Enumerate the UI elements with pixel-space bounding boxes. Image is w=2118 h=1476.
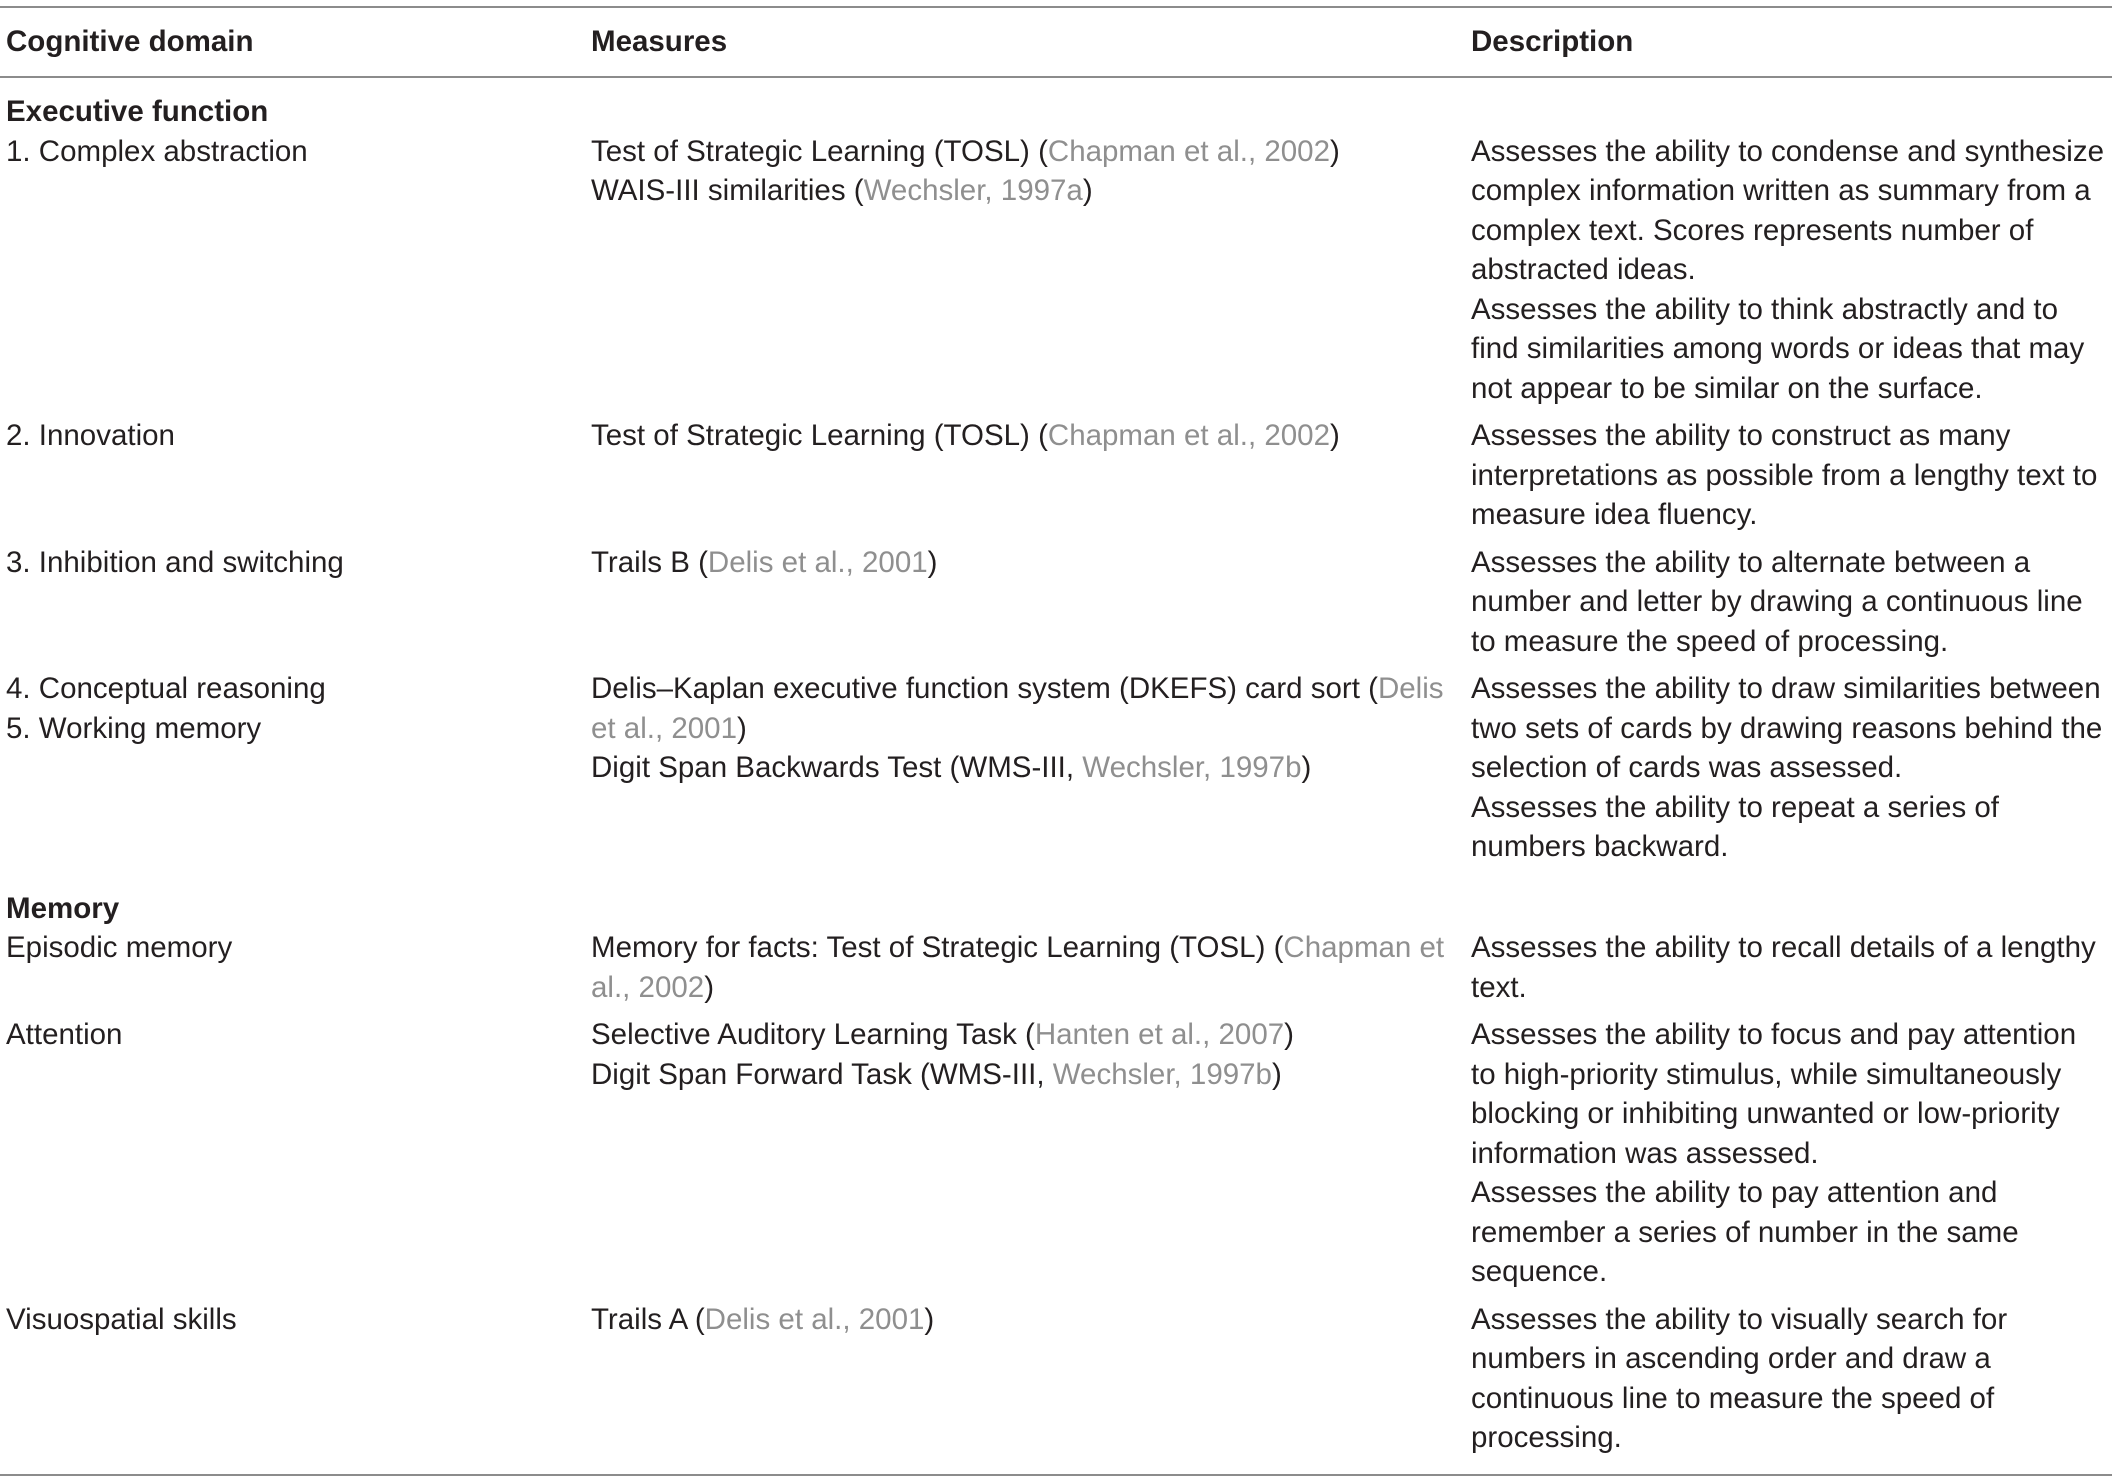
measure-name: Test of Strategic Learning (TOSL) (	[591, 419, 1048, 452]
description-text: Assesses the ability to alternate between a number and letter by drawing a continuous line to measure the speed of processing.	[1471, 545, 2083, 658]
measure-closing: )	[927, 545, 938, 579]
measure-name: Selective Auditory Learning Task (	[591, 1018, 1035, 1051]
citation-link[interactable]: Chapman et al., 2002	[1047, 134, 1330, 168]
section-empty-cell	[1465, 875, 2112, 929]
table-row	[0, 928, 2112, 1015]
measure-name: Trails A (	[591, 1302, 705, 1336]
domain-label: Visuospatial skills	[6, 1302, 237, 1336]
table-header	[0, 7, 2112, 77]
measure-name: Digit Span Forward Task (WMS-III,	[591, 1057, 1053, 1091]
measure-closing: )	[1271, 1057, 1282, 1091]
domain-label: 3. Inhibition and switching	[6, 545, 344, 579]
measure-entry	[591, 543, 1465, 583]
measure-name: Delis–Kaplan executive function system (DKEFS) card sort (	[591, 672, 1378, 705]
measure-closing: )	[736, 711, 747, 745]
description-cell	[1465, 416, 2112, 543]
description-cell	[1465, 928, 2112, 1015]
table-row	[0, 132, 2112, 417]
domain-label: Attention	[6, 1018, 123, 1051]
domain-label: 5. Working memory	[6, 711, 262, 745]
section-title: Memory	[6, 891, 120, 925]
description-text: Assesses the ability to visually search for numbers in ascending order and draw a continuous line to measure the speed of processing.	[1471, 1302, 2008, 1454]
cognitive-domain-cell	[0, 669, 585, 875]
description-cell	[1465, 132, 2112, 417]
measure-closing: )	[1301, 751, 1312, 784]
header-cognitive-domain: Cognitive domain	[0, 7, 585, 77]
cognitive-measures-table	[0, 6, 2112, 1476]
citation-link[interactable]: Delis et al., 2001	[707, 545, 928, 579]
description-text: Assesses the ability to recall details of a lengthy text.	[1471, 931, 2096, 1004]
description-text: Assesses the ability to condense and synthesize complex information written as summary from a complex text. Scores represents number of abstracted ideas.	[1471, 134, 2104, 286]
description-text: Assesses the ability to focus and pay attention to high-priority stimulus, while simultaneously blocking or inhibiting unwanted or low-priority information was assessed.	[1471, 1018, 2077, 1170]
measure-name: Trails B (	[591, 545, 708, 579]
description-cell	[1465, 543, 2112, 670]
section-empty-cell	[585, 77, 1465, 132]
measure-entry	[591, 669, 1465, 748]
section-row	[0, 77, 2112, 132]
domain-label: 2. Innovation	[6, 419, 175, 452]
measures-cell	[585, 1300, 1465, 1475]
cognitive-domain-cell	[0, 1015, 585, 1300]
measure-entry	[591, 1055, 1465, 1095]
domain-label: 4. Conceptual reasoning	[6, 672, 326, 705]
table-row	[0, 669, 2112, 875]
section-title: Executive function	[6, 95, 269, 128]
measure-entry	[591, 132, 1465, 172]
citation-link[interactable]: Wechsler, 1997a	[863, 174, 1083, 207]
measures-cell	[585, 132, 1465, 417]
table-row	[0, 1300, 2112, 1475]
measures-cell	[585, 416, 1465, 543]
table-row	[0, 416, 2112, 543]
cognitive-domain-cell	[0, 928, 585, 1015]
measure-name: Memory for facts: Test of Strategic Learning (TOSL) (	[591, 931, 1284, 964]
citation-link[interactable]: Hanten et al., 2007	[1034, 1018, 1285, 1051]
measures-cell	[585, 543, 1465, 670]
description-text: Assesses the ability to think abstractly and to find similarities among words or ideas that may not appear to be similar on the surface.	[1471, 292, 2085, 405]
description-cell	[1465, 1015, 2112, 1300]
citation-link[interactable]: Delis et al., 2001	[704, 1302, 925, 1336]
table-row	[0, 1015, 2112, 1300]
section-empty-cell	[585, 875, 1465, 929]
cognitive-domain-cell	[0, 416, 585, 543]
measure-closing: )	[1284, 1018, 1294, 1051]
header-measures: Measures	[585, 7, 1465, 77]
table-row	[0, 543, 2112, 670]
description-text: Assesses the ability to repeat a series of numbers backward.	[1471, 790, 1999, 863]
citation-link[interactable]: Delis et al., 2001	[591, 672, 1444, 745]
description-text: Assesses the ability to draw similarities between two sets of cards by drawing reasons behind the selection of cards was assessed.	[1471, 672, 2103, 784]
measure-closing: )	[1330, 134, 1340, 168]
measures-cell	[585, 1015, 1465, 1300]
citation-link[interactable]: Chapman et al., 2002	[591, 931, 1445, 1004]
citation-link[interactable]: Chapman et al., 2002	[1047, 419, 1330, 452]
measure-entry	[591, 171, 1465, 211]
description-text: Assesses the ability to pay attention and remember a series of number in the same sequence.	[1471, 1176, 2019, 1288]
measure-closing: )	[1330, 419, 1340, 452]
cognitive-domain-cell	[0, 1300, 585, 1475]
table-body	[0, 77, 2112, 1475]
header-row	[0, 7, 2112, 77]
measure-entry	[591, 1300, 1465, 1340]
description-cell	[1465, 669, 2112, 875]
cognitive-domain-cell	[0, 132, 585, 417]
domain-label: Episodic memory	[6, 931, 233, 964]
section-empty-cell	[1465, 77, 2112, 132]
measure-closing: )	[704, 970, 715, 1004]
measure-entry	[591, 928, 1465, 1007]
citation-link[interactable]: Wechsler, 1997b	[1082, 751, 1302, 784]
cognitive-domain-cell	[0, 543, 585, 670]
measures-cell	[585, 928, 1465, 1015]
domain-label: 1. Complex abstraction	[6, 134, 308, 168]
measure-entry	[591, 416, 1465, 456]
citation-link[interactable]: Wechsler, 1997b	[1052, 1057, 1272, 1091]
measure-closing: )	[924, 1302, 935, 1336]
measure-name: WAIS-III similarities (	[591, 174, 864, 207]
measure-name: Test of Strategic Learning (TOSL) (	[591, 134, 1048, 168]
measures-cell	[585, 669, 1465, 875]
section-row	[0, 875, 2112, 929]
measure-entry	[591, 1015, 1465, 1055]
description-text: Assesses the ability to construct as many interpretations as possible from a lengthy text to measure idea fluency.	[1471, 419, 2098, 531]
measure-name: Digit Span Backwards Test (WMS-III,	[591, 751, 1083, 784]
measure-closing: )	[1082, 174, 1093, 207]
description-cell	[1465, 1300, 2112, 1475]
header-description: Description	[1465, 7, 2112, 77]
measure-entry	[591, 748, 1465, 788]
